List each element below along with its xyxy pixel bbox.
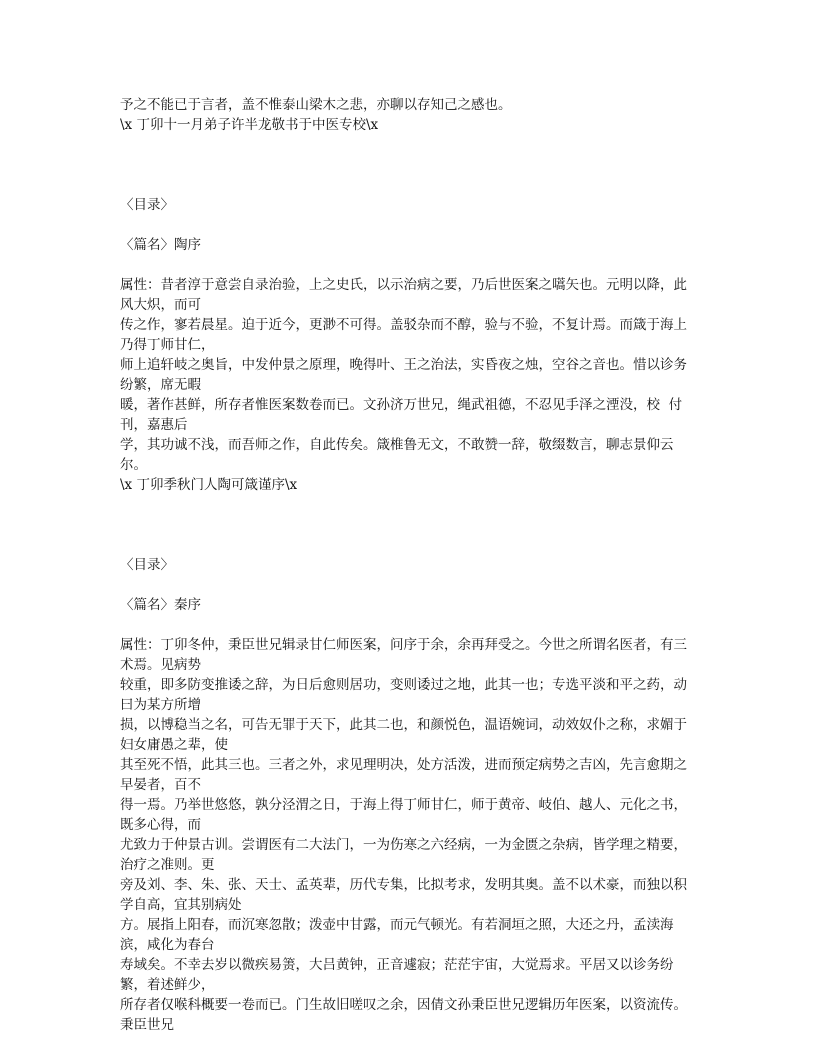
section-qin-preface	[120, 555, 700, 1035]
paragraph-line: 其至死不悟，此其三也。三者之外，求见理明决，处方活泼，进而预定病势之吉凶，先言愈期之早晏者，百不	[120, 757, 687, 793]
chapter-title: 〈篇名〉秦序	[120, 597, 201, 613]
paragraph-line: 属性：昔者淳于意尝自录治验，上之史氏，以示治病之要，乃后世医案之嚆矢也。元明以降，此风大炽，而可	[120, 277, 687, 313]
paragraph-line: 属性：丁卯冬仲，秉臣世兄辑录甘仁师医案，问序于余，余再拜受之。今世之所谓名医者，有三术焉。见病势	[120, 637, 687, 673]
section-preface-end	[120, 95, 700, 135]
signature-line: \x 丁卯十一月弟子许半龙敬书于中医专校\x	[120, 117, 379, 133]
paragraph-line: 所存者仅喉科概要一卷而已。门生故旧嗟叹之余，因倩文孙秉臣世兄逻辑历年医案，以资流传。秉臣世兄	[120, 997, 687, 1033]
paragraph-line: 寿域矣。不幸去岁以微疾易箦，大吕黄钟，正音遽寂；茫茫宇宙，大觉焉求。平居又以诊务纷繁，着述鲜少，	[120, 957, 674, 993]
paragraph-line: 得一焉。乃举世悠悠，孰分泾渭之日，于海上得丁师甘仁，师于黄帝、岐伯、越人、元化之书，既多心得，而	[120, 797, 687, 833]
paragraph-line: 师上追轩岐之奥旨，中发仲景之原理，晚得叶、王之治法，实昏夜之烛，空谷之音也。惜以诊务纷繁，席无暇	[120, 357, 687, 393]
toc-label: 〈目录〉	[120, 197, 174, 213]
document-page	[120, 95, 700, 1035]
paragraph-line: 旁及刘、李、朱、张、天士、孟英辈，历代专集，比拟考求，发明其奥。盖不以术豪，而独以积学自高，宜其别病处	[120, 877, 687, 913]
signature-line: \x 丁卯季秋门人陶可箴谨序\x	[120, 477, 298, 493]
paragraph-line: 学，其功诚不浅，而吾师之作，自此传矣。箴椎鲁无文，不敢赞一辞，敬缀数言，聊志景仰云尔。	[120, 437, 674, 473]
toc-label: 〈目录〉	[120, 557, 174, 573]
section-tao-preface	[120, 195, 700, 495]
paragraph-line: 予之不能已于言者，盖不惟泰山梁木之悲，亦聊以存知己之感也。	[120, 97, 512, 113]
paragraph-line: 暖，著作甚鲜，所存者惟医案数卷而已。文孙济万世兄，绳武祖德，不忍见手泽之湮没，校 付刊，嘉惠后	[120, 397, 683, 433]
paragraph-line: 尤致力于仲景古训。尝谓医有二大法门，一为伤寒之六经病，一为金匮之杂病，皆学理之精要，治疗之准则。更	[120, 837, 687, 873]
chapter-title: 〈篇名〉陶序	[120, 237, 201, 253]
paragraph-line: 方。展指上阳春，而沉寒忽散；泼壶中甘露，而元气顿光。有若洞垣之照，大还之丹，孟渎海滨，咸化为春台	[120, 917, 674, 953]
paragraph-line: 损，以博稳当之名，可告无罪于天下，此其二也，和颜悦色，温语婉词，动效奴仆之称，求媚于妇女庸愚之辈，使	[120, 717, 687, 753]
paragraph-line: 传之作，寥若晨星。迫于近今，更渺不可得。盖驳杂而不醇，验与不验，不复计焉。而箴于海上乃得丁师甘仁，	[120, 317, 687, 353]
paragraph-line: 较重，即多防变推诿之辞，为日后愈则居功，变则诿过之地，此其一也；专选平淡和平之药，动曰为某方所增	[120, 677, 687, 713]
